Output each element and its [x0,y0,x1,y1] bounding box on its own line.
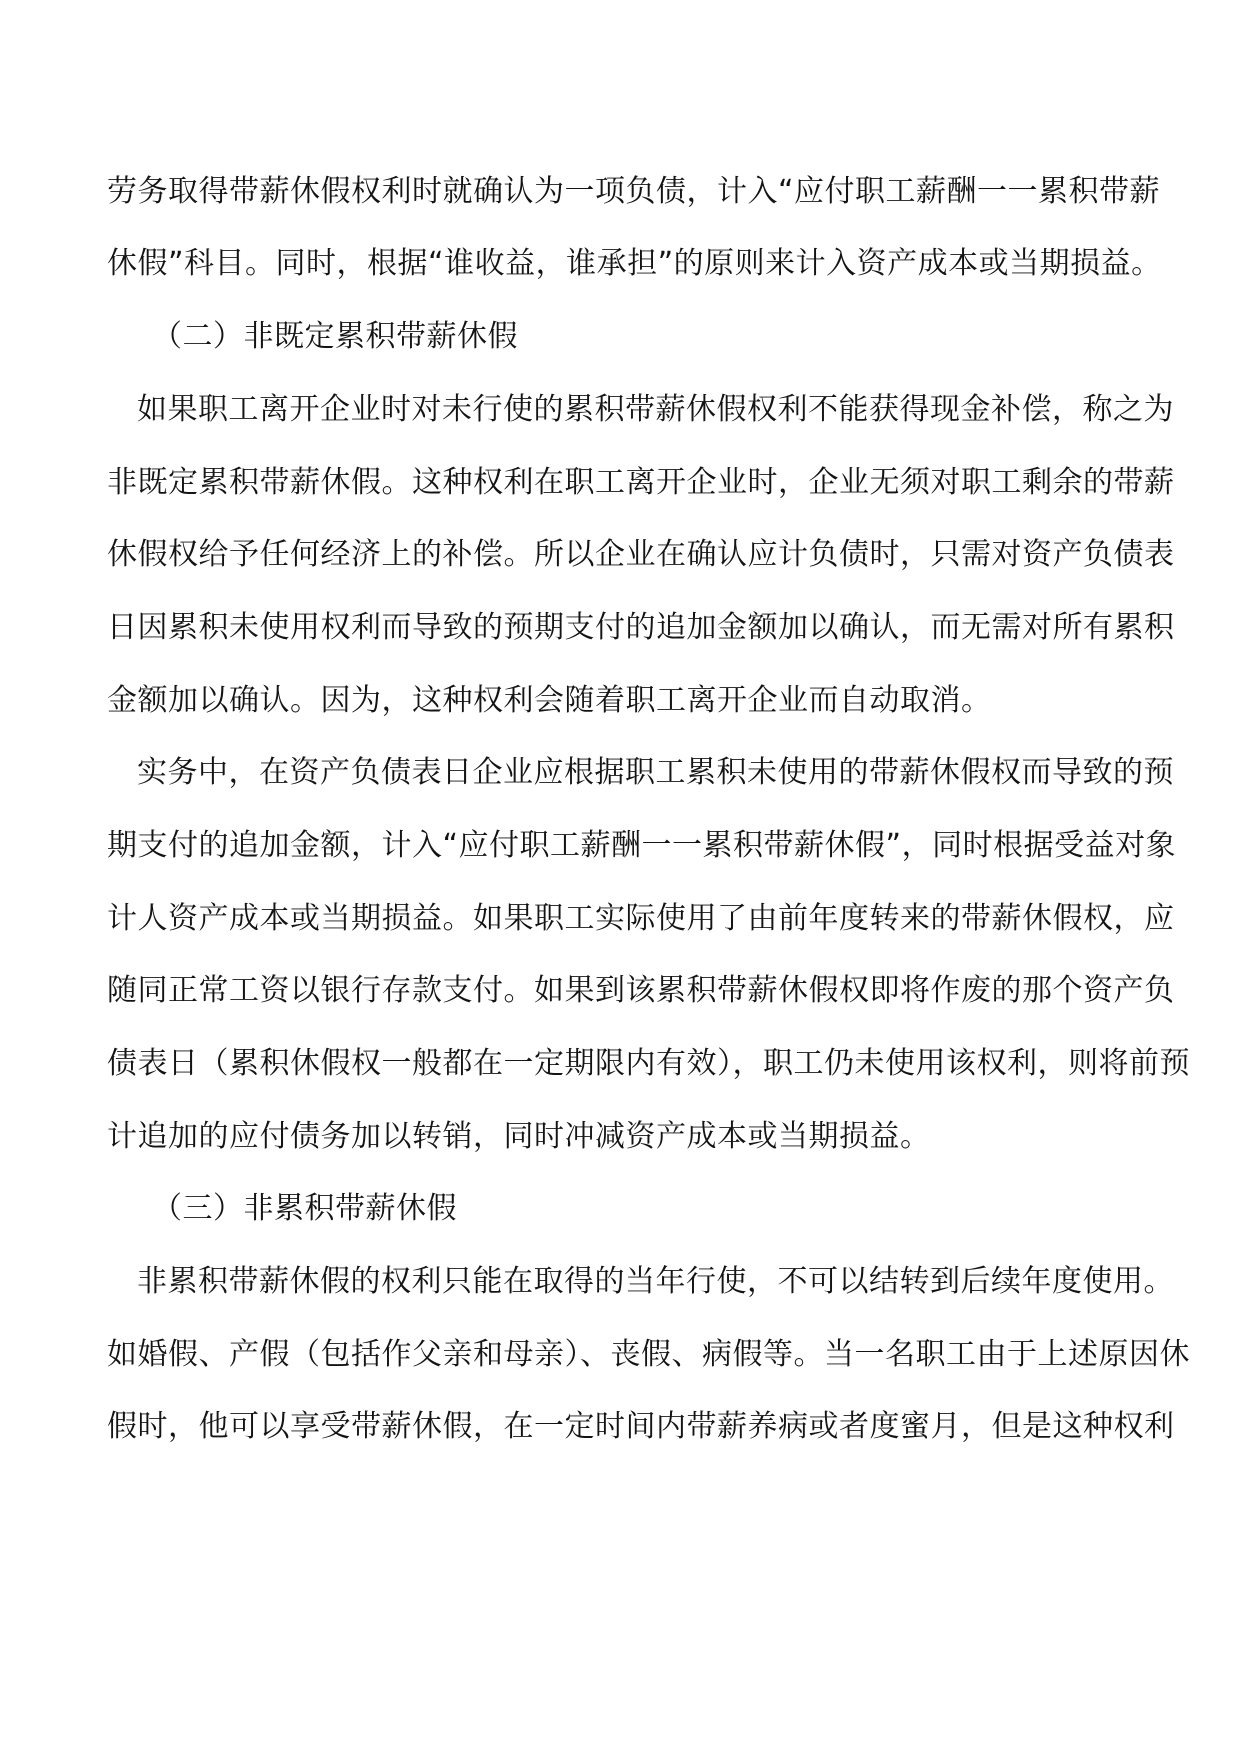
paragraph-line: 期支付的追加金额，计入“应付职工薪酬一一累积带薪休假”，同时根据受益对象 [107,828,1177,863]
paragraph-line: 如果职工离开企业时对未行使的累积带薪休假权利不能获得现金补偿，称之为 [137,392,1174,427]
paragraph-line: 假时，他可以享受带薪休假，在一定时间内带薪养病或者度蜜月，但是这种权利 [107,1409,1175,1444]
paragraph-line: 日因累积未使用权利而导致的预期支付的追加金额加以确认，而无需对所有累积 [107,610,1175,645]
paragraph-line: 实务中，在资产负债表日企业应根据职工累积未使用的带薪休假权而导致的预 [137,755,1174,790]
paragraph-line: 劳务取得带薪休假权利时就确认为一项负债，计入“应付职工薪酬一一累积带薪 [107,174,1161,209]
paragraph-line: 如婚假、产假（包括作父亲和母亲）、丧假、病假等。当一名职工由于上述原因休 [107,1337,1190,1372]
paragraph-line: 债表日（累积休假权一般都在一定期限内有效），职工仍未使用该权利，则将前预 [107,1046,1190,1081]
paragraph-line: 非累积带薪休假的权利只能在取得的当年行使，不可以结转到后续年度使用。 [137,1264,1174,1299]
section-heading: （二）非既定累积带薪休假 [152,319,518,354]
paragraph-line: 计人资产成本或当期损益。如果职工实际使用了由前年度转来的带薪休假权，应 [107,901,1175,936]
paragraph-line: 休假权给予任何经济上的补偿。所以企业在确认应计负债时，只需对资产负债表 [107,537,1175,572]
paragraph-line: 非既定累积带薪休假。这种权利在职工离开企业时，企业无须对职工剩余的带薪 [107,465,1175,500]
section-heading: （三）非累积带薪休假 [152,1191,457,1226]
paragraph-line: 计追加的应付债务加以转销，同时冲减资产成本或当期损益。 [107,1119,931,1154]
paragraph-line: 休假”科目。同时，根据“谁收益，谁承担”的原则来计入资产成本或当期损益。 [107,246,1162,281]
paragraph-line: 金额加以确认。因为，这种权利会随着职工离开企业而自动取消。 [107,683,992,718]
paragraph-line: 随同正常工资以银行存款支付。如果到该累积带薪休假权即将作废的那个资产负 [107,973,1175,1008]
